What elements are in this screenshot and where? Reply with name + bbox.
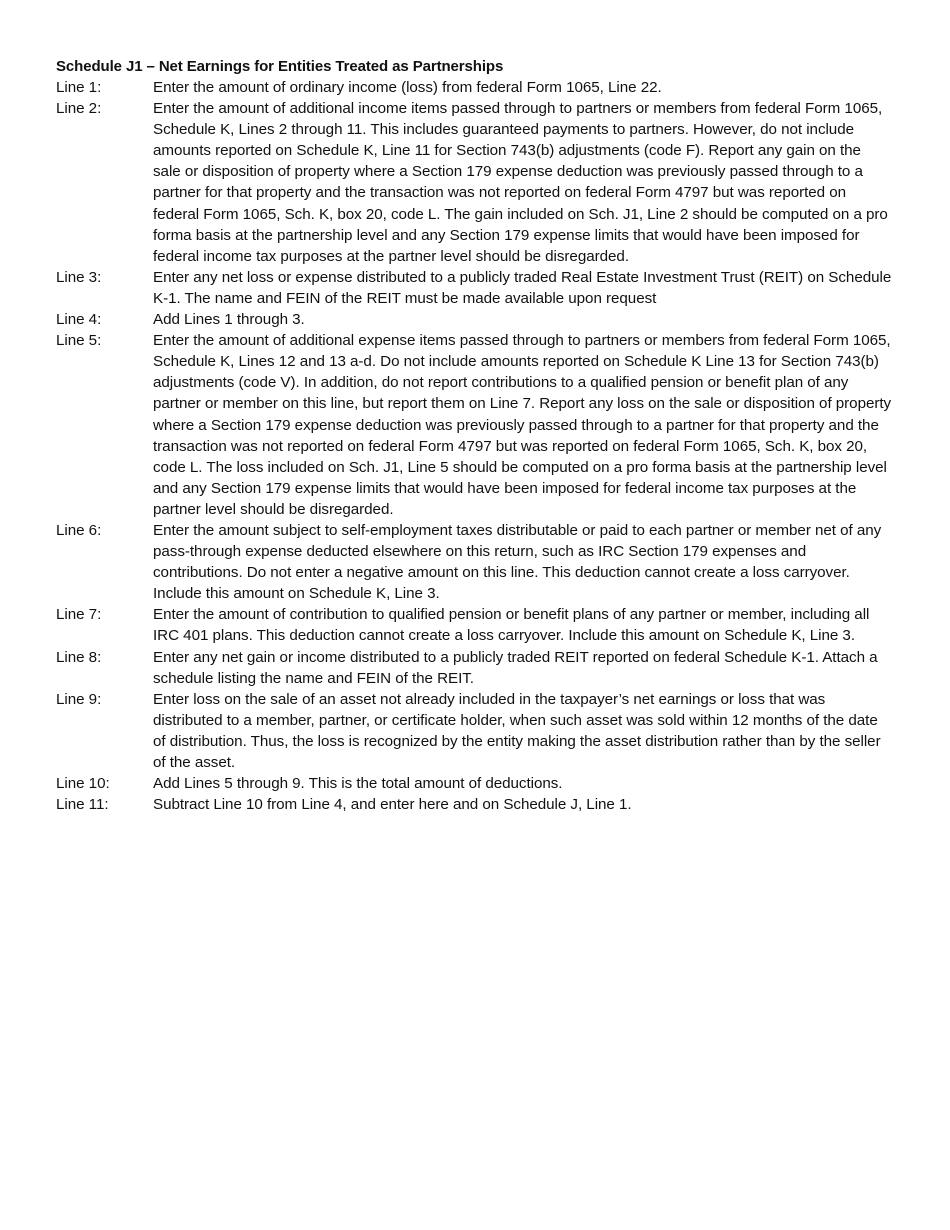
- line-5-instruction: [56, 330, 892, 520]
- line-description: Enter any net gain or income distributed to a publicly traded REIT reported on federal Schedule K-1. Attach a schedule listing the name and FEIN of the REIT.: [153, 648, 878, 687]
- line-description: Enter the amount of contribution to qualified pension or benefit plans of any partner or member, including all IRC 401 plans. This deduction cannot create a loss carryover. Include this amount on Schedule K, Line 3.: [153, 606, 870, 645]
- line-label: Line 3:: [56, 268, 102, 286]
- line-description: Enter the amount of additional income items passed through to partners or members from federal Form 1065, Schedule K, Lines 2 through 11. This includes guaranteed payments to partners. However, do not include amounts reported on Schedule K, Line 11 for Section 743(b) adjustments (code F). Report any gain on the sale or disposition of property where a Section 179 expense deduction was previously passed through to a partner for that property and the transaction was not reported on federal Form 4797 but was reported on federal Form 1065, Sch. K, box 20, code L. The gain included on Sch. J1, Line 2 should be computed on a pro forma basis at the partnership level and any Section 179 expense limits that would have been imposed for federal income tax purposes at the partner level should be disregarded.: [153, 100, 888, 265]
- line-description: Enter the amount of ordinary income (loss) from federal Form 1065, Line 22.: [153, 79, 662, 96]
- line-8-instruction: [56, 647, 892, 689]
- line-4-instruction: [56, 309, 892, 330]
- line-label: Line 8:: [56, 648, 102, 666]
- document-page: [56, 56, 892, 815]
- line-instructions-list: [56, 77, 892, 815]
- line-description: Enter the amount subject to self-employment taxes distributable or paid to each partner or member net of any pass-through expense deducted elsewhere on this return, such as IRC Section 179 expenses and contributions. Do not enter a negative amount on this line. This deduction cannot create a loss carryover. Include this amount on Schedule K, Line 3.: [153, 521, 882, 603]
- line-6-instruction: [56, 520, 892, 604]
- line-11-instruction: [56, 794, 892, 815]
- line-label: Line 9:: [56, 690, 102, 708]
- line-label: Line 7:: [56, 606, 102, 624]
- line-description: Add Lines 5 through 9. This is the total amount of deductions.: [153, 775, 563, 793]
- line-description: Enter the amount of additional expense items passed through to partners or members from federal Form 1065, Schedule K, Lines 12 and 13 a-d. Do not include amounts reported on Schedule K Line 13 for Section 743(b) adjustments (code V). In addition, do not report contributions to a qualified pension or benefit plan of any partner or member on this line, but report them on Line 7. Report any loss on the sale or disposition of property where a Section 179 expense deduction was previously passed through to a partner for that property and the transaction was not reported on federal Form 4797 but was reported on federal Form 1065, Sch. K, box 20, code L. The loss included on Sch. J1, Line 5 should be computed on a pro forma basis at the partnership level and any Section 179 expense limits that would have been imposed for federal income tax purposes at the partner level should be disregarded.: [153, 332, 892, 518]
- line-label: Line 2:: [56, 100, 102, 118]
- line-description: Subtract Line 10 from Line 4, and enter here and on Schedule J, Line 1.: [153, 796, 632, 814]
- line-label: Line 1:: [56, 79, 102, 96]
- line-2-instruction: [56, 98, 892, 267]
- line-description: Enter loss on the sale of an asset not already included in the taxpayer’s net earnings or loss that was distributed to a member, partner, or certificate holder, when such asset was sold within 12 months of the date of distribution. Thus, the loss is recognized by the entity making the asset distribution rather than by the seller of the asset.: [153, 690, 881, 771]
- page-title: Schedule J1 – Net Earnings for Entities Treated as Partnerships: [56, 58, 504, 75]
- line-description: Add Lines 1 through 3.: [153, 311, 305, 329]
- line-label: Line 5:: [56, 332, 102, 350]
- line-1-instruction: [56, 77, 892, 98]
- line-label: Line 6:: [56, 521, 102, 539]
- line-label: Line 4:: [56, 311, 102, 329]
- line-3-instruction: [56, 267, 892, 309]
- line-label: Line 10:: [56, 775, 110, 793]
- line-label: Line 11:: [56, 796, 109, 814]
- line-10-instruction: [56, 773, 892, 794]
- line-7-instruction: [56, 604, 892, 646]
- line-9-instruction: [56, 689, 892, 773]
- line-description: Enter any net loss or expense distributed to a publicly traded Real Estate Investment Trust (REIT) on Schedule K-1. The name and FEIN of the REIT must be made available upon request: [153, 268, 892, 307]
